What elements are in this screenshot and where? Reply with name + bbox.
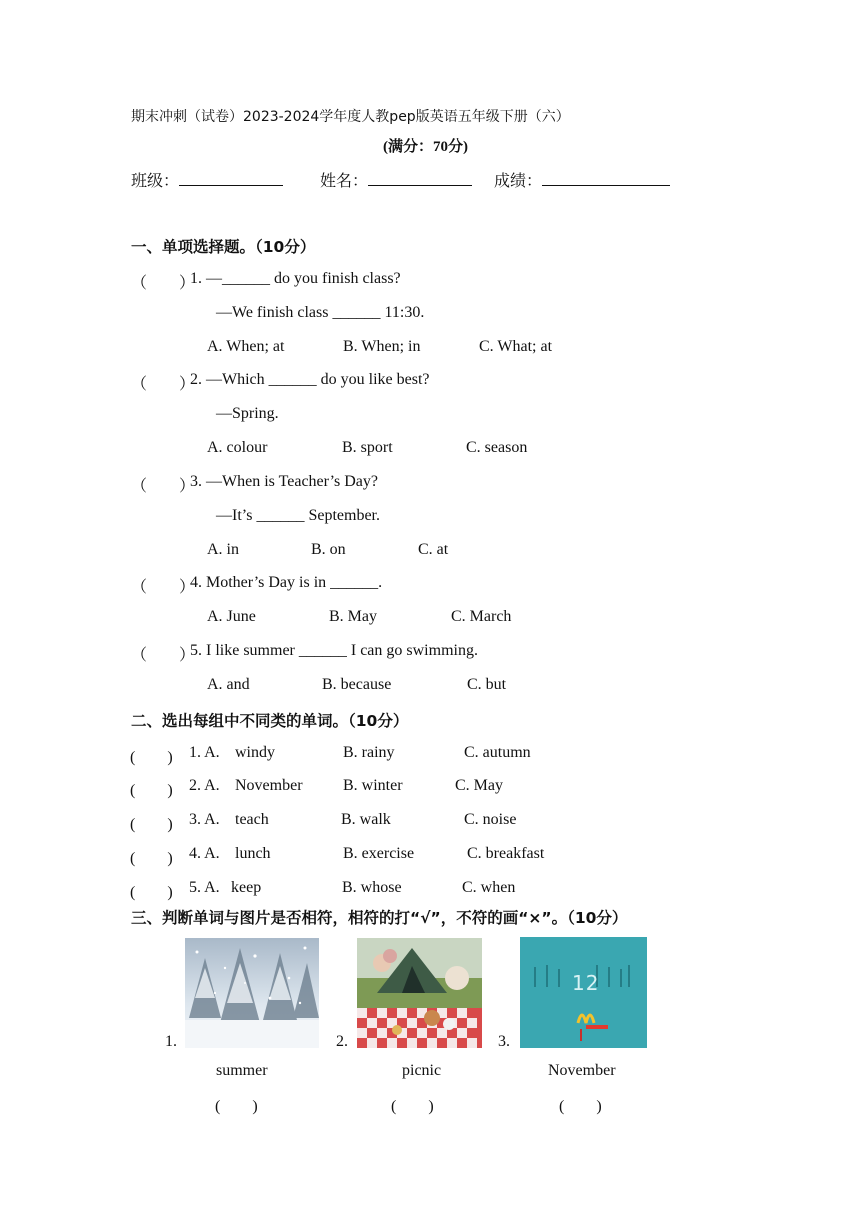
picnic-image [357,938,482,1048]
s2-row2-c: C. May [455,777,503,794]
q5-answer-paren[interactable]: （ ） [131,647,196,664]
q5-stem: 5. I like summer ______ I can go swimming. [190,642,478,659]
s3-item2-num: 2. [336,1033,348,1050]
s2-row1-a: windy [235,744,275,761]
document-title: 期末冲刺（试卷）2023-2024学年度人教pep版英语五年级下册（六） [131,109,570,125]
s3-item3-paren[interactable]: ( ) [559,1098,602,1115]
s3-item2-word: picnic [402,1062,442,1079]
q5-option-b: B. because [322,676,392,693]
s2-row3-c: C. noise [464,811,517,828]
calendar-image [520,937,647,1048]
q3-option-c: C. at [418,541,449,558]
s2-row4-b: B. exercise [343,845,415,862]
s2-row5-b: B. whose [342,879,402,896]
q1-option-c: C. What; at [479,338,553,355]
q2-answer-paren[interactable]: （ ） [131,376,196,393]
class-blank[interactable] [179,169,283,186]
s3-item3-word: November [548,1062,616,1079]
s3-item1-paren[interactable]: ( ) [215,1098,258,1115]
s2-row1-b: B. rainy [343,744,395,761]
s2-row1-c: C. autumn [464,744,531,761]
q3-stem: 3. —When is Teacher’s Day? [190,473,378,490]
section1-title: 一、单项选择题。（10分） [131,238,316,256]
s3-item2-paren[interactable]: ( ) [391,1098,434,1115]
q4-option-b: B. May [329,608,377,625]
s3-item3-num: 3. [498,1033,510,1050]
grade-label: 成绩： [494,171,543,190]
grade-blank[interactable] [542,169,670,186]
q2-stem: 2. —Which ______ do you like best? [190,371,430,388]
s2-row2-a: November [235,777,303,794]
s2-row4-c: C. breakfast [467,845,545,862]
q4-stem: 4. Mother’s Day is in ______. [190,574,383,591]
name-label: 姓名： [320,171,369,190]
snowy-forest-image [185,938,319,1048]
q4-option-a: A. June [207,608,256,625]
s2-row2-paren[interactable]: ( ) [130,782,173,799]
total-score: (满分：70分) [383,139,468,155]
s2-row1-num: 1. A. [189,744,220,761]
q2-option-a: A. colour [207,439,268,456]
class-label: 班级： [131,171,180,190]
s2-row1-paren[interactable]: ( ) [130,749,173,766]
q4-answer-paren[interactable]: （ ） [131,579,196,596]
s2-row5-num: 5. A. [189,879,220,896]
name-field[interactable] [320,168,472,191]
q1-option-a: A. When; at [207,338,285,355]
s2-row4-num: 4. A. [189,845,220,862]
s2-row3-num: 3. A. [189,811,220,828]
q4-option-c: C. March [451,608,512,625]
q1-reply: —We finish class ______ 11:30. [216,304,425,321]
q3-option-b: B. on [311,541,346,558]
q5-option-c: C. but [467,676,507,693]
q2-option-b: B. sport [342,439,393,456]
s2-row4-paren[interactable]: ( ) [130,850,173,867]
name-blank[interactable] [368,169,472,186]
calendar-month-number: 12 [572,971,600,995]
grade-field[interactable] [494,168,670,191]
s2-row2-b: B. winter [343,777,403,794]
q2-reply: —Spring. [216,405,279,422]
s2-row5-a: keep [231,879,262,896]
section2-title: 二、选出每组中不同类的单词。（10分） [131,712,409,730]
q1-answer-paren[interactable]: （ ） [131,275,196,292]
s2-row2-num: 2. A. [189,777,220,794]
s2-row5-c: C. when [462,879,516,896]
q3-option-a: A. in [207,541,239,558]
s2-row3-a: teach [235,811,269,828]
s2-row5-paren[interactable]: ( ) [130,884,173,901]
s2-row3-paren[interactable]: ( ) [130,816,173,833]
q5-option-a: A. and [207,676,250,693]
section3-title: 三、判断单词与图片是否相符，相符的打“√”，不符的画“×”。（10分） [131,909,628,927]
class-field[interactable] [131,168,283,191]
q2-option-c: C. season [466,439,528,456]
q1-stem: 1. —______ do you finish class? [190,270,401,287]
q1-option-b: B. When; in [343,338,421,355]
s2-row4-a: lunch [235,845,271,862]
s3-item1-num: 1. [165,1033,177,1050]
q3-reply: —It’s ______ September. [216,507,380,524]
s3-item1-word: summer [216,1062,268,1079]
q3-answer-paren[interactable]: （ ） [131,478,196,495]
s2-row3-b: B. walk [341,811,391,828]
